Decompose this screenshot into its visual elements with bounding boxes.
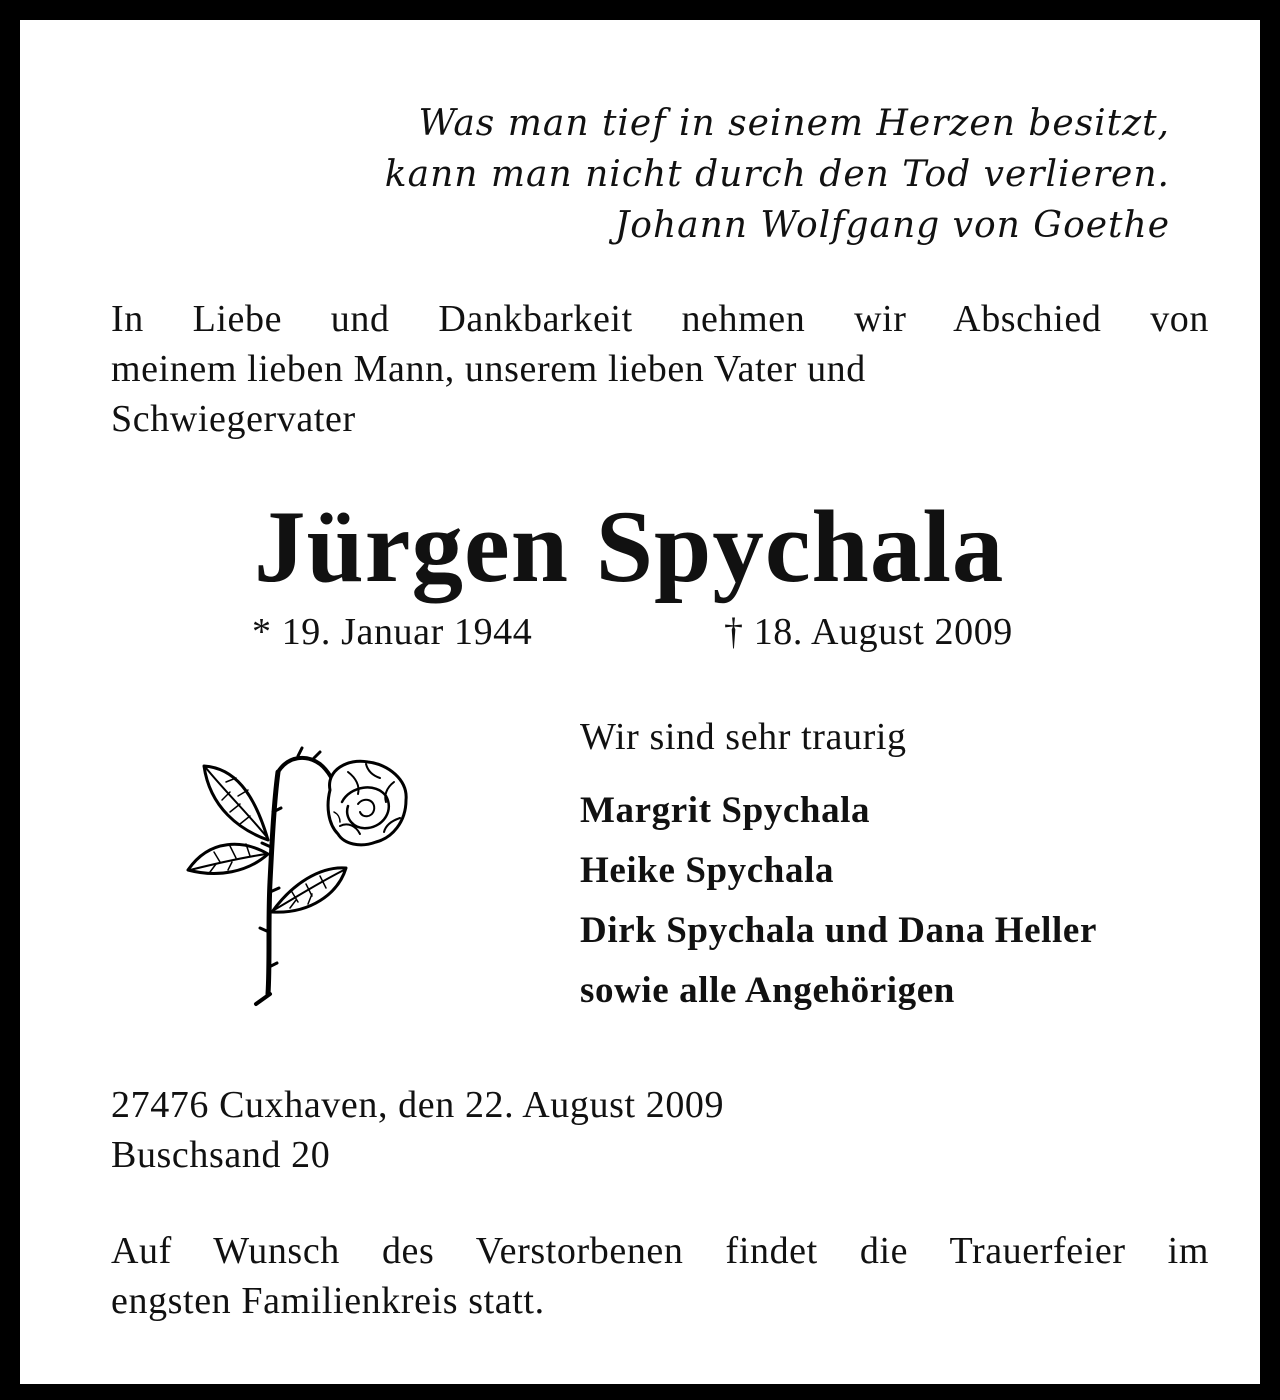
mourner-name: Margrit Spychala [580, 790, 871, 831]
place-and-date: 27476 Cuxhaven, den 22. August 2009 [111, 1084, 725, 1126]
rose-icon [180, 742, 416, 1008]
birth-date: * 19. Januar 1944 [252, 611, 533, 653]
notice-line-1: Auf Wunsch des Verstorbenen findet die Trauerfeier im [111, 1230, 1209, 1272]
quote-author: Johann Wolfgang von Goethe [614, 205, 1170, 246]
mourner-name: Dirk Spychala und Dana Heller [580, 910, 1097, 951]
address-block [111, 1080, 724, 1180]
farewell-line-3: Schwiegervater [111, 398, 356, 440]
quote-line-2: kann man nicht durch den Tod verlieren. [384, 154, 1170, 195]
notice-line-2: engsten Familienkreis statt. [111, 1280, 545, 1322]
farewell-text [111, 294, 1209, 444]
farewell-line-2: meinem lieben Mann, unserem lieben Vater und [111, 348, 866, 390]
quote-line-1: Was man tief in seinem Herzen besitzt, [418, 103, 1170, 144]
funeral-notice [111, 1226, 1209, 1326]
mourning-statement: Wir sind sehr traurig [580, 716, 907, 758]
goethe-quote [385, 98, 1170, 251]
street-address: Buschsand 20 [111, 1134, 331, 1176]
mourner-name: sowie alle Angehörigen [580, 970, 955, 1011]
deceased-name: Jürgen Spychala [254, 490, 1005, 604]
mourners-list [580, 781, 1097, 1021]
death-date: † 18. August 2009 [724, 611, 1013, 653]
farewell-line-1: In Liebe und Dankbarkeit nehmen wir Abschied von [111, 298, 1209, 340]
mourner-name: Heike Spychala [580, 850, 835, 891]
